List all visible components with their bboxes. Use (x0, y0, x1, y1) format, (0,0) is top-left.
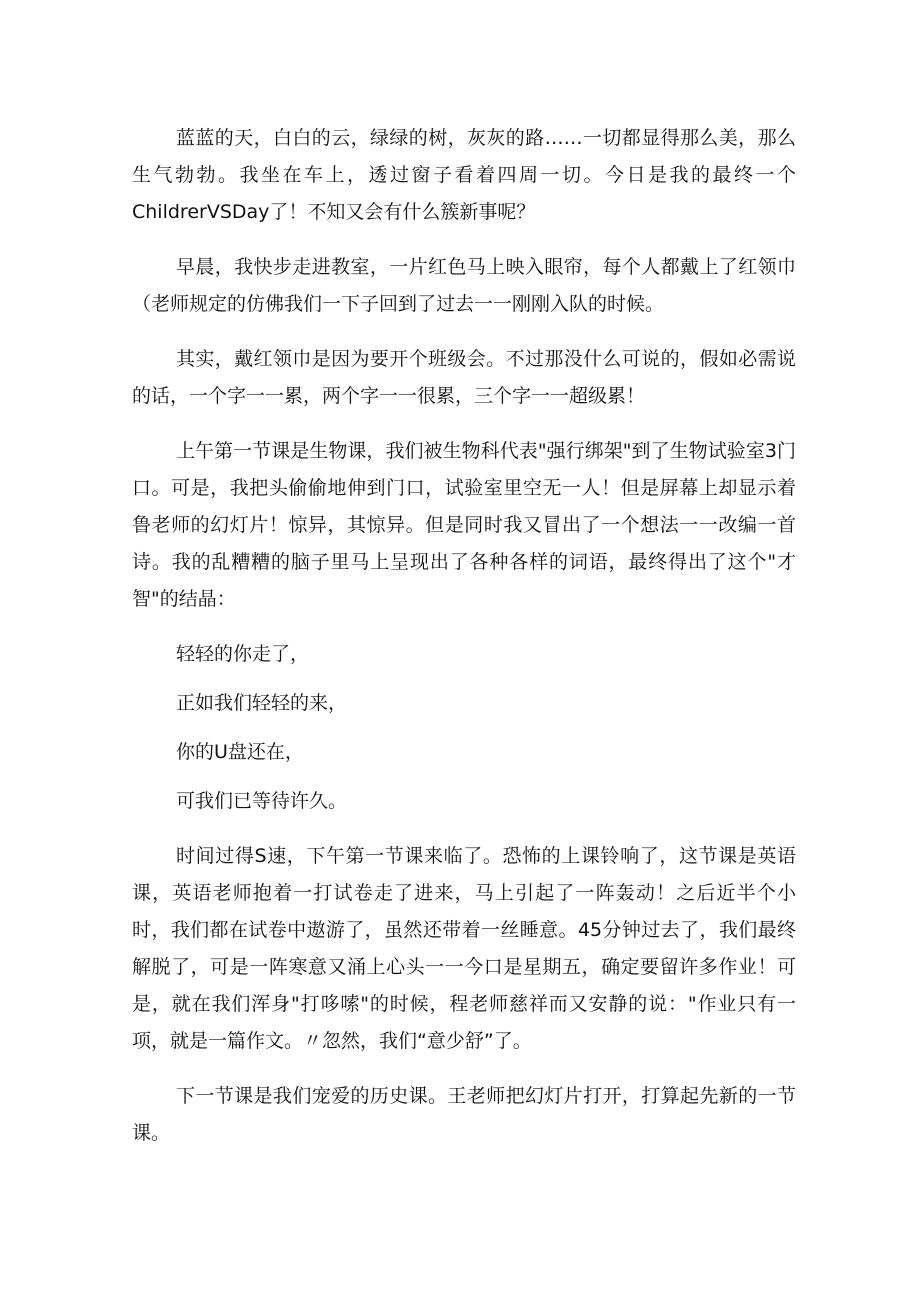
paragraph-1: 蓝蓝的天，白白的云，绿绿的树，灰灰的路……一切都显得那么美，那么生气勃勃。我坐在车上，透过窗子看着四周一切。今日是我的最终一个ChildrerVSDay了！不知又会有什么簇新事呢？ (132, 127, 796, 223)
paragraph-3: 其实，戴红领巾是因为要开个班级会。不过那没什么可说的，假如必需说的话，一个字一一累，两个字一一很累，三个字一一超级累！ (132, 348, 796, 407)
poem-line-4: 可我们已等待许久。 (176, 790, 348, 812)
poem-line-1: 轻轻的你走了， (176, 643, 310, 665)
paragraph-6: 下一节课是我们宠爱的历史课。王老师把幻灯片打开，打算起先新的一节课。 (132, 1085, 796, 1144)
paragraph-5: 时间过得S速，下午第一节课来临了。恐怖的上课铃响了，这节课是英语课，英语老师抱着一打试卷走了进来，马上引起了一阵轰动！之后近半个小时，我们都在试卷中遨游了，虽然还带着一丝睡意。45分钟过去了，我们最终解脱了，可是一阵寒意又涌上心头一一今口是星期五，确定要留许多作业！可是，就在我们浑身"打哆嗦"的时候，程老师慈祥而又安静的说："作业只有一项，就是一篇作文。〃忽然，我们“意少舒”了。 (132, 845, 796, 1052)
paragraph-2: 早晨，我快步走进教室，一片红色马上映入眼帘，每个人都戴上了红领巾（老师规定的仿佛我们一下子回到了过去一一刚刚入队的时候。 (132, 256, 796, 315)
paragraph-4: 上午第一节课是生物课，我们被生物科代表"强行绑架"到了生物试验室3门口。可是，我把头偷偷地伸到门口，试验室里空无一人！但是屏幕上却显示着鲁老师的幻灯片！惊异，其惊异。但是同时我又冒出了一个想法一一改编一首诗。我的乱糟糟的脑子里马上呈现出了各种各样的词语，最终得出了这个"才智"的结晶： (132, 440, 796, 610)
poem-line-2: 正如我们轻轻的来， (176, 692, 348, 714)
poem-line-3: 你的U盘还在， (176, 741, 304, 763)
document-body (132, 120, 796, 1170)
